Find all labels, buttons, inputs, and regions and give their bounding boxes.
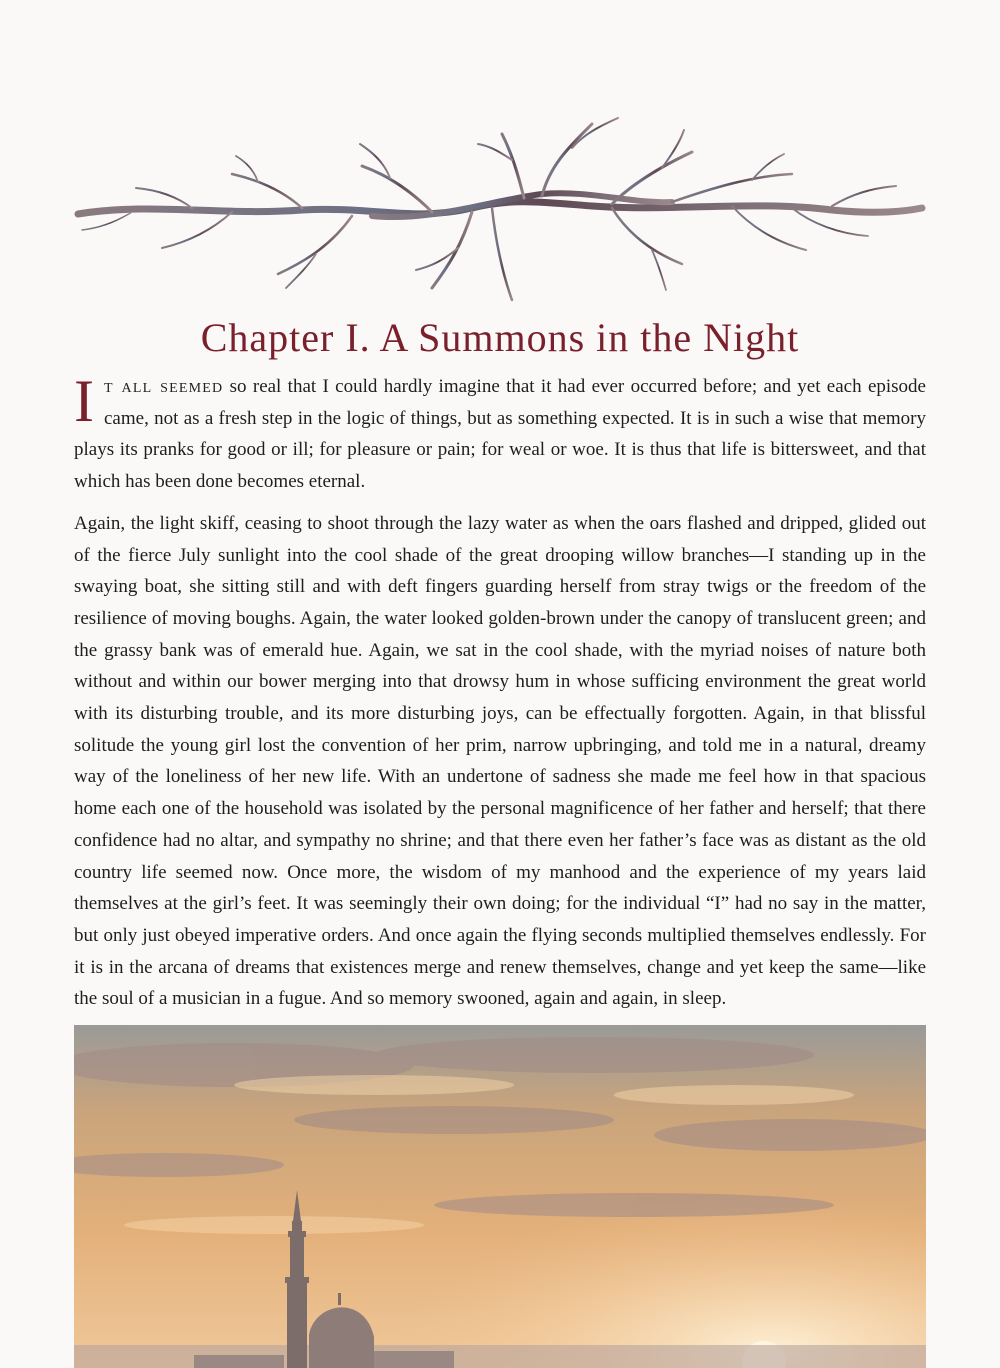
drop-cap: I	[74, 368, 94, 434]
lead-in-small-caps: t all seemed	[103, 375, 224, 397]
branch-ornament-icon	[72, 104, 928, 312]
chapter-title: Chapter I. A Summons in the Night	[200, 315, 800, 360]
paragraph-1	[74, 368, 926, 498]
paragraph-1-text: so real that I could hardly imagine that it had ever occurred before; and yet each episode came, not as a fresh step in the logic of things, but as something expected. It is in such a wise that memory plays its pranks for good or ill; for pleasure or pain; for weal or woe. It is thus that life is bittersweet, and that which has been done becomes eternal.	[74, 376, 926, 493]
paragraph-2: Again, the light skiff, ceasing to shoot through the lazy water as when the oars flashed and dripped, glided out of the fierce July sunlight into the cool shade of the great drooping willow branches—I standing up in the swaying boat, she sitting still and with deft fingers guarding herself from stray twigs or the freedom of the resilience of moving boughs. Again, the water looked golden-brown under the canopy of translucent green; and the grassy bank was of emerald hue. Again, we sat in the cool shade, with the myriad noises of nature both without and within our bower merging into that drowsy hum in whose sufficing environment the great world with its disturbing trouble, and its more disturbing joys, can be effectually forgotten. Again, in that blissful solitude the young girl lost the convention of her prim, narrow upbringing, and told me in a natural, dreamy way of the loneliness of her new life. With an undertone of sadness she made me feel how in that spacious home each one of the household was isolated by the personal magnificence of her father and herself; that there confidence had no altar, and sympathy no shrine; and that there even her father’s face was as distant as the old country life seemed now. Once more, the wisdom of my manhood and the experience of my years laid themselves at the girl’s feet. It was seemingly their own doing; for the individual “I” had no say in the matter, but only just obeyed imperative orders. And once again the flying seconds multiplied themselves endlessly. For it is in the arcana of dreams that existences merge and renew themselves, change and yet keep the same—like the soul of a musician in a fugue. And so memory swooned, again and again, in sleep.	[74, 512, 926, 1010]
chapter-body	[74, 368, 926, 1025]
sunset-minaret-painting	[74, 1025, 926, 1368]
